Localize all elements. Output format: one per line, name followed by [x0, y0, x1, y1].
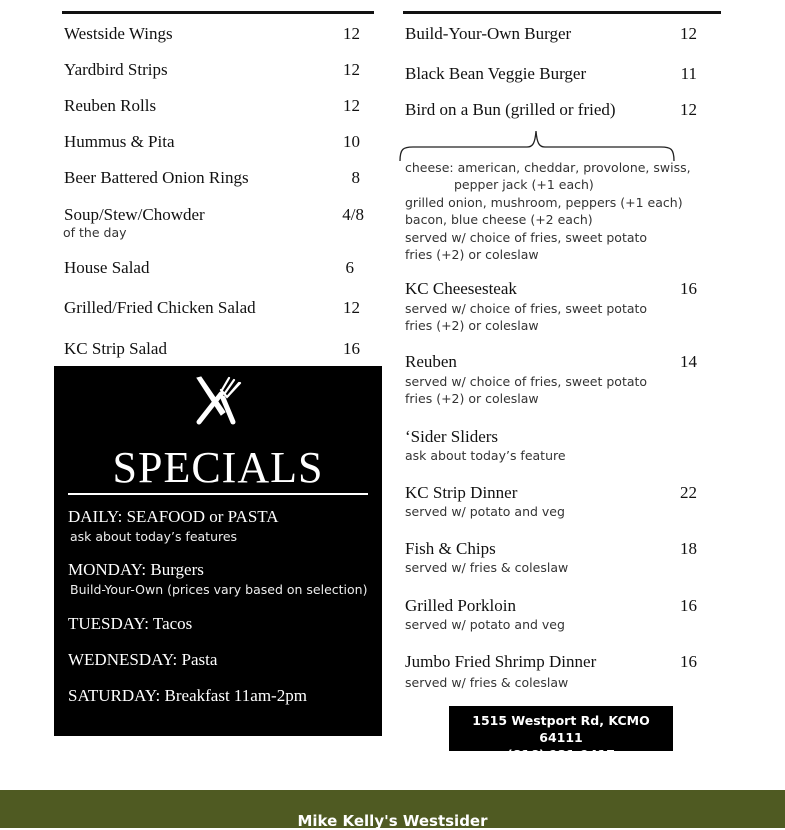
description-line: fries (+2) or coleslaw	[405, 391, 539, 407]
special-item	[68, 686, 307, 706]
item-price: 12	[680, 100, 697, 119]
item-description: served w/ potato and veg	[405, 504, 565, 519]
item-price: 11	[680, 64, 697, 83]
special-item	[68, 614, 192, 634]
item-price: 18	[680, 539, 697, 558]
item-name: Grilled Porkloin	[405, 596, 516, 615]
fork-knife-icon	[191, 374, 245, 428]
item-price: 16	[680, 279, 697, 298]
item-name: Reuben	[405, 352, 457, 371]
address-line: 1515 Westport Rd, KCMO 64111	[472, 713, 650, 745]
item-price: 22	[680, 483, 697, 502]
item-name: Yardbird Strips	[64, 60, 168, 79]
item-description: served w/ potato and veg	[405, 617, 565, 632]
item-name: Jumbo Fried Shrimp Dinner	[405, 652, 597, 671]
special-heading: MONDAY: Burgers	[68, 560, 204, 579]
special-description: ask about today’s features	[70, 529, 238, 544]
option-line: fries (+2) or coleslaw	[405, 247, 539, 263]
footer-restaurant-name: Mike Kelly's Westsider	[297, 812, 488, 830]
right-top-rule	[403, 11, 721, 14]
specials-rule	[68, 493, 368, 495]
option-line: bacon, blue cheese (+2 each)	[405, 212, 593, 228]
item-price: 14	[680, 352, 697, 371]
special-heading: TUESDAY: Tacos	[68, 614, 193, 633]
item-price: 12	[343, 60, 360, 79]
item-name: Black Bean Veggie Burger	[405, 64, 587, 83]
footer-bar	[0, 790, 785, 828]
item-price: 16	[680, 596, 697, 615]
item-price: 12	[343, 298, 360, 317]
special-heading: WEDNESDAY: Pasta	[68, 650, 218, 669]
item-name: KC Strip Salad	[64, 339, 167, 358]
item-price: 16	[680, 652, 697, 671]
item-description: served w/ fries & coleslaw	[405, 675, 569, 690]
special-heading: SATURDAY: Breakfast 11am-2pm	[68, 686, 307, 705]
left-top-rule	[62, 11, 374, 14]
special-item	[68, 560, 367, 597]
item-price: 12	[343, 96, 360, 115]
item-price: 10	[343, 132, 360, 151]
option-line: pepper jack (+1 each)	[454, 177, 594, 193]
item-price: 8	[351, 168, 360, 187]
item-description: ask about today’s feature	[405, 448, 566, 463]
item-name: Fish & Chips	[405, 539, 496, 558]
option-line: grilled onion, mushroom, peppers (+1 each)	[405, 194, 683, 210]
left-menu-column	[62, 11, 374, 358]
description-line: served w/ choice of fries, sweet potato	[405, 374, 648, 389]
item-price: 12	[343, 24, 360, 43]
burger-options	[405, 159, 691, 263]
special-heading: DAILY: SEAFOOD or PASTA	[68, 507, 279, 526]
item-name: Bird on a Bun (grilled or fried)	[405, 100, 616, 119]
item-name: ‘Sider Sliders	[405, 427, 499, 446]
item-price: 12	[680, 24, 697, 43]
specials-box	[54, 366, 382, 736]
item-name: Reuben Rolls	[64, 96, 157, 115]
curly-brace-icon	[399, 129, 675, 163]
item-price: 4/8	[342, 205, 364, 224]
item-name: KC Strip Dinner	[405, 483, 518, 502]
item-name: Build-Your-Own Burger	[405, 24, 572, 43]
item-name: Grilled/Fried Chicken Salad	[64, 298, 256, 317]
specials-title: SPECIALS	[112, 443, 324, 492]
item-description: served w/ fries & coleslaw	[405, 560, 569, 575]
item-name: Soup/Stew/Chowder	[64, 205, 205, 224]
item-name: Westside Wings	[64, 24, 173, 43]
option-line: served w/ choice of fries, sweet potato	[405, 229, 648, 245]
item-name: House Salad	[64, 258, 150, 277]
item-description	[405, 300, 647, 335]
item-name: Beer Battered Onion Rings	[64, 168, 249, 187]
special-item	[68, 507, 279, 544]
description-line: fries (+2) or coleslaw	[405, 318, 539, 334]
phone-number: (816) 931-9417	[507, 747, 615, 762]
special-description: Build-Your-Own (prices vary based on selection)	[70, 582, 368, 597]
item-price: 16	[343, 339, 360, 358]
right-menu-column	[403, 11, 721, 690]
item-name: KC Cheesesteak	[405, 279, 517, 298]
option-line: cheese: american, cheddar, provolone, swiss,	[405, 160, 691, 175]
address-box	[449, 706, 673, 762]
item-description	[405, 373, 647, 408]
item-name: Hummus & Pita	[64, 132, 175, 151]
description-line: served w/ choice of fries, sweet potato	[405, 301, 648, 316]
special-item	[68, 650, 217, 670]
item-price: 6	[345, 258, 354, 277]
item-description: of the day	[63, 225, 127, 240]
